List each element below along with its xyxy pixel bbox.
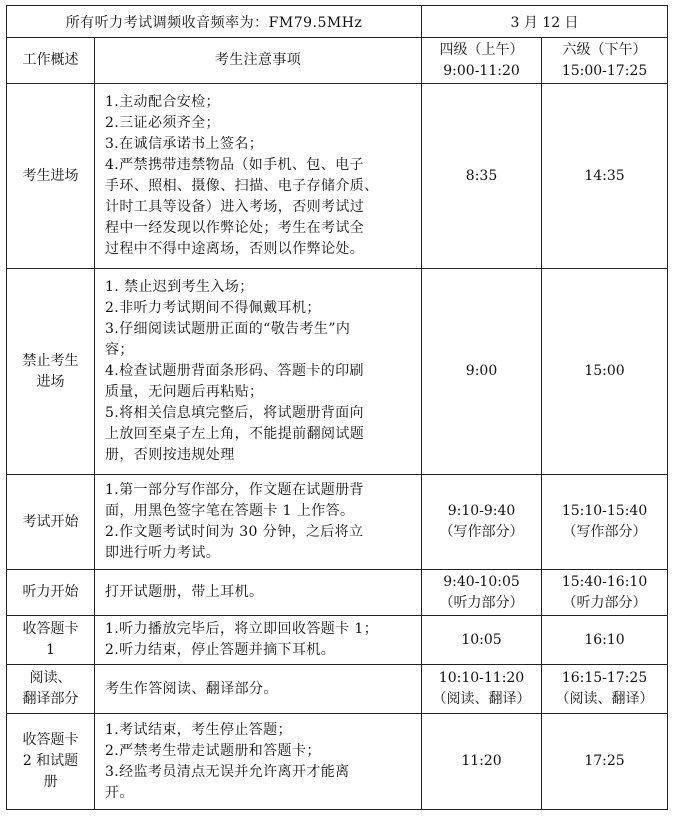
cet6-section: （阅读、翻译） (555, 691, 654, 707)
task-line: 收答题卡 (22, 732, 79, 748)
header-row-frequency (7, 6, 668, 38)
cet4-section: （听力部分） (439, 594, 524, 611)
col-header-cet6 (542, 38, 668, 84)
frequency-note: 所有听力考试调频收音频率为：FM79.5MHz (7, 6, 422, 38)
notes-cell (95, 269, 422, 475)
cet6-time-cell: 14:35 (542, 84, 668, 269)
task-cell: 听力开始 (7, 570, 95, 616)
col-header-cet4 (422, 38, 542, 84)
col-header-notes: 考生注意事项 (95, 38, 422, 84)
cet6-time-cell (542, 665, 668, 714)
cet6-time-cell: 16:10 (542, 616, 668, 665)
cet4-time-cell: 8:35 (422, 84, 542, 269)
cet6-time-cell: 17:25 (542, 714, 668, 810)
cet6-time: 15:40-16:10 (561, 573, 648, 590)
notes-cell (95, 570, 422, 616)
table-row (7, 714, 668, 810)
table-row (7, 616, 668, 665)
task-cell (7, 269, 95, 475)
note-line: 2.听力结束，停止答题并摘下耳机。 (105, 642, 336, 658)
cet6-time: 15:00-17:25 (561, 62, 648, 79)
header-row-columns (7, 38, 668, 84)
cet6-title: 六级（下午） (562, 41, 647, 58)
note-line: 2.作文题考试时间为 30 分钟，之后将立 (105, 524, 364, 540)
note-line: 3.在诚信承诺书上签名； (105, 136, 264, 152)
cet4-time: 10:10-11:20 (438, 670, 525, 686)
note-line: 开。 (105, 784, 134, 801)
note-line: 手环、照相、摄像、扫描、电子存储介质、 (105, 178, 379, 194)
note-line: 容； (105, 342, 134, 358)
note-line: 2.严禁考生带走试题册和答题卡； (105, 742, 321, 759)
table-row (7, 665, 668, 714)
note-line: 即进行听力考试。 (105, 545, 221, 561)
task-line: 禁止考生 (22, 352, 79, 369)
table-row (7, 269, 668, 475)
exam-schedule-table (6, 5, 668, 810)
cet4-time: 9:40-10:05 (443, 573, 520, 590)
cet4-time: 9:00-11:20 (443, 62, 520, 79)
note-line: 2.非听力考试期间不得佩戴耳机； (105, 300, 321, 316)
note-line: 册，否则按违规处理 (105, 447, 235, 463)
notes-cell (95, 714, 422, 810)
task-cell: 考试开始 (7, 475, 95, 570)
cet4-time-cell (422, 665, 542, 714)
cet6-time: 15:10-15:40 (561, 503, 648, 519)
notes-cell (95, 665, 422, 714)
cet4-time-cell: 10:05 (422, 616, 542, 665)
col-header-task: 工作概述 (7, 38, 95, 84)
table-row (7, 475, 668, 570)
note-line: 4.严禁携带违禁物品（如手机、包、电子 (105, 157, 364, 173)
cet6-section: （写作部分） (562, 524, 647, 540)
task-line: 册 (43, 774, 58, 790)
cet4-section: （写作部分） (439, 524, 524, 540)
cet6-time: 16:15-17:25 (561, 670, 648, 686)
note-line: 计时工具等设备）进入考场，否则考试过 (105, 199, 365, 215)
note-line: 1.主动配合安检； (105, 94, 220, 110)
task-line: 1 (46, 642, 55, 658)
note-line: 考生作答阅读、翻译部分。 (105, 680, 278, 697)
note-line: 过程中不得中途离场，否则以作弊论处。 (105, 241, 365, 257)
note-line: 打开试题册，带上耳机。 (105, 584, 264, 600)
task-cell (7, 616, 95, 665)
cet6-time-cell (542, 475, 668, 570)
task-line: 翻译部分 (22, 691, 79, 707)
task-line: 收答题卡 (22, 621, 79, 637)
task-line: 进场 (36, 373, 65, 390)
task-cell (7, 665, 95, 714)
cet4-time: 9:10-9:40 (447, 503, 516, 519)
cet6-section: （听力部分） (562, 594, 647, 611)
note-line: 1.考试结束，考生停止答题； (105, 721, 292, 738)
task-cell (7, 714, 95, 810)
cet4-section: （阅读、翻译） (432, 691, 531, 707)
note-line: 3.仔细阅读试题册正面的“敬告考生”内 (105, 321, 351, 337)
exam-date: 3 月 12 日 (422, 6, 668, 38)
cet4-time-cell: 9:00 (422, 269, 542, 475)
cet6-time-cell: 15:00 (542, 269, 668, 475)
notes-cell (95, 616, 422, 665)
notes-cell (95, 84, 422, 269)
note-line: 4.检查试题册背面条形码、答题卡的印刷 (105, 363, 364, 379)
note-line: 质量，无问题后再粘贴； (105, 384, 264, 400)
cet4-time-cell (422, 475, 542, 570)
note-line: 1.听力播放完毕后，将立即回收答题卡 1； (105, 621, 379, 637)
note-line: 2.三证必须齐全； (105, 115, 220, 131)
note-line: 1.第一部分写作部分，作文题在试题册背 (105, 482, 364, 498)
cet4-title: 四级（上午） (439, 41, 524, 58)
cet6-time-cell (542, 570, 668, 616)
note-line: 面，用黑色签字笔在答题卡 1 上作答。 (105, 503, 355, 519)
note-line: 1. 禁止迟到考生入场； (105, 279, 254, 295)
cet4-time-cell (422, 570, 542, 616)
task-line: 阅读、 (29, 670, 72, 686)
note-line: 5.将相关信息填完整后，将试题册背面向 (105, 405, 364, 421)
task-cell: 考生进场 (7, 84, 95, 269)
table-row (7, 570, 668, 616)
note-line: 上放回至桌子左上角，不能提前翻阅试题 (105, 426, 365, 442)
table-row (7, 84, 668, 269)
note-line: 程中一经发现以作弊论处；考生在考试全 (105, 220, 365, 236)
note-line: 3.经监考员清点无误并允许离开才能离 (105, 763, 350, 780)
cet4-time-cell: 11:20 (422, 714, 542, 810)
notes-cell (95, 475, 422, 570)
task-line: 2 和试题 (22, 753, 79, 769)
